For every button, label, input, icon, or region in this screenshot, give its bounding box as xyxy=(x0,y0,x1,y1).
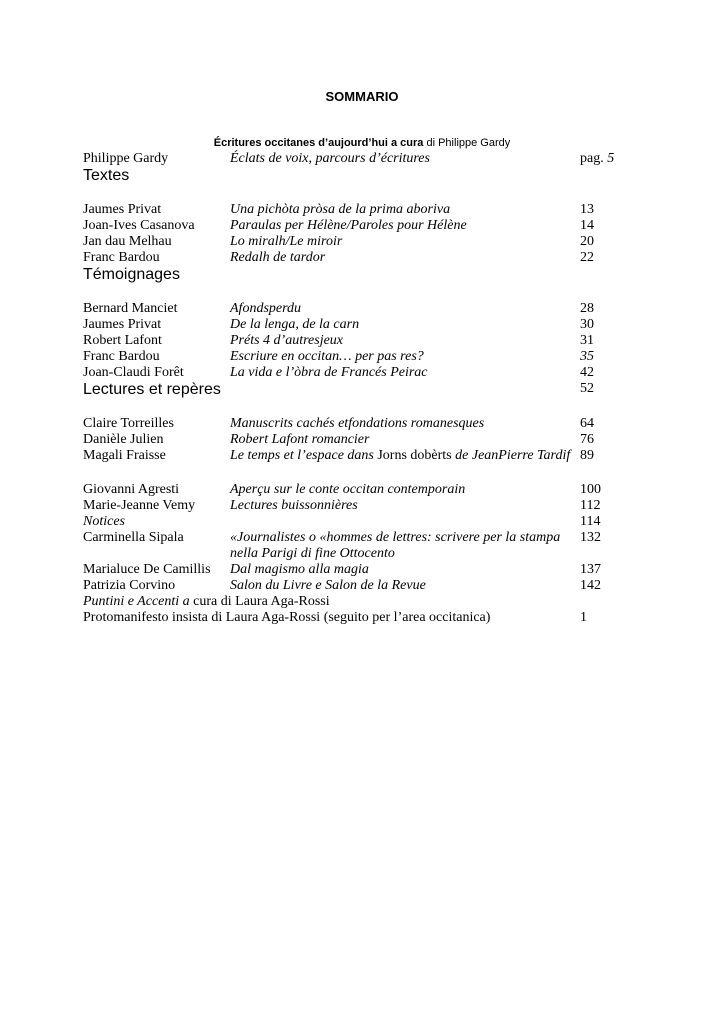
entry-author: Franc Bardou xyxy=(83,349,160,364)
entry-author: Joan-Ives Casanova xyxy=(83,218,195,233)
entry-page: 1 xyxy=(580,610,587,625)
entry-author: Jan dau Melhau xyxy=(83,234,172,249)
entry-page: 42 xyxy=(580,365,594,380)
entry-page: 52 xyxy=(580,381,594,396)
entry-author: Giovanni Agresti xyxy=(83,482,180,497)
footer-line-text: Puntini e Accenti a cura di Laura Aga-Rossi xyxy=(83,594,330,609)
entry-author: Danièle Julien xyxy=(83,432,164,447)
entry-title: Lo miralh/Le miroir xyxy=(230,234,343,249)
entry-author: Carminella Sipala xyxy=(83,530,184,545)
entry-page: 142 xyxy=(580,578,601,593)
entry-page: 35 xyxy=(580,349,594,364)
entry-author: Joan-Claudi Forêt xyxy=(83,365,184,380)
entry-page: 31 xyxy=(580,333,594,348)
edition-editor: di Philippe Gardy xyxy=(423,137,511,149)
entry-page: 100 xyxy=(580,482,601,497)
entry-page: 14 xyxy=(580,218,594,233)
entry-author: Patrizia Corvino xyxy=(83,578,176,593)
entry-author: Jaumes Privat xyxy=(83,202,162,217)
entry-title: Paraulas per Hélène/Paroles pour Hélène xyxy=(230,218,467,233)
entry-page: 112 xyxy=(580,498,601,513)
entry-title: Préts 4 d’autresjeux xyxy=(230,333,344,348)
entry-page: 13 xyxy=(580,202,594,217)
entry-page: 64 xyxy=(580,416,594,431)
entry-page: pag. 5 xyxy=(580,151,615,166)
entry-title: De la lenga, de la carn xyxy=(230,317,360,332)
entry-title: Redalh de tardor xyxy=(230,250,326,265)
entry-page: 22 xyxy=(580,250,594,265)
entry-title: Lectures buissonnières xyxy=(230,498,358,513)
entry-title: La vida e l’òbra de Francés Peirac xyxy=(230,365,428,380)
entry-title: Dal magismo alla magia xyxy=(230,562,369,577)
entry-author: Robert Lafont xyxy=(83,333,162,348)
entry-author: Bernard Manciet xyxy=(83,301,178,316)
page-title: SOMMARIO xyxy=(325,89,399,104)
entry-title: Le temps et l’espace dans Jorns dobèrts de JeanPierre Tardif xyxy=(230,448,571,463)
entry-page: 137 xyxy=(580,562,601,577)
entry-author: Marialuce De Camillis xyxy=(83,562,211,577)
entry-author: Franc Bardou xyxy=(83,250,160,265)
entry-page: 30 xyxy=(580,317,594,332)
section-heading-temoignages: Témoignages xyxy=(83,266,180,283)
entry-author: Jaumes Privat xyxy=(83,317,162,332)
footer-line-text: Protomanifesto insista di Laura Aga-Rossi (seguito per l’area occitanica) xyxy=(83,610,491,625)
entry-title: Robert Lafont romancier xyxy=(230,432,370,447)
entry-title: Aperçu sur le conte occitan contemporain xyxy=(230,482,466,497)
entry-title: Éclats de voix, parcours d’écritures xyxy=(230,151,430,166)
entry-page: 114 xyxy=(580,514,601,529)
entry-page: 132 xyxy=(580,530,601,545)
entry-page: 20 xyxy=(580,234,594,249)
edition-line xyxy=(0,137,724,149)
entry-page: 28 xyxy=(580,301,594,316)
entry-author: Marie-Jeanne Vemy xyxy=(83,498,196,513)
edition-title: Écritures occitanes d’aujourd’hui a cura xyxy=(213,137,424,149)
entry-author: Magali Fraisse xyxy=(83,448,166,463)
entry-title: Escriure en occitan… per pas res? xyxy=(230,349,424,364)
entry-title: Una pichòta pròsa de la prima aboriva xyxy=(230,202,451,217)
entry-page: 89 xyxy=(580,448,594,463)
entry-author: Philippe Gardy xyxy=(83,151,169,166)
entry-author: Claire Torreilles xyxy=(83,416,174,431)
entry-page: 76 xyxy=(580,432,594,447)
entry-title: Salon du Livre e Salon de la Revue xyxy=(230,578,426,593)
entry-title: «Journalistes o «hommes de lettres: scrivere per la stampa nella Parigi di fine Ottocento xyxy=(230,530,561,561)
section-heading-textes: Textes xyxy=(83,167,130,184)
entry-title: Afondsperdu xyxy=(230,301,302,316)
entry-title: Manuscrits cachés etfondations romanesques xyxy=(230,416,485,431)
section-heading-lectures: Lectures et repères xyxy=(83,381,221,398)
entry-author: Notices xyxy=(83,514,125,529)
